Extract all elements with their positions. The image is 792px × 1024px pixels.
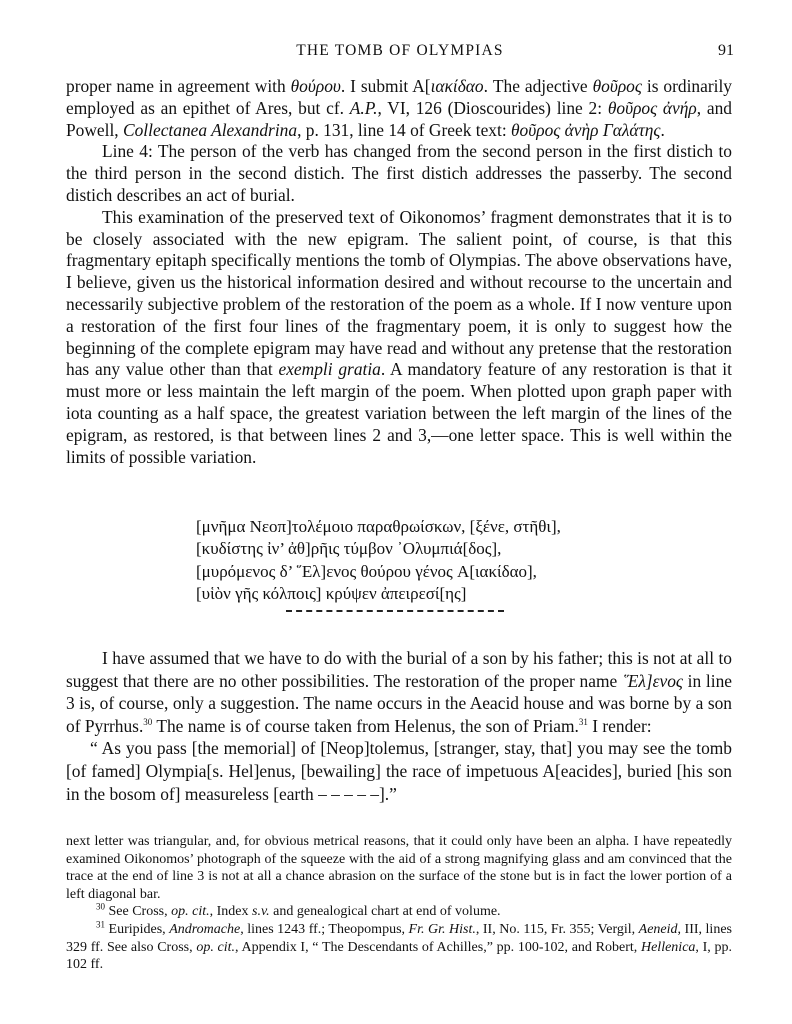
restored-epigram [196, 516, 561, 612]
poem-line: [κυδίστης ἰν’ ἀθ]ρῆις τύμβον ᾿Ολυμπιά[δος], [196, 539, 502, 559]
paragraph-line-4: Line 4: The person of the verb has changed from the second person in the first distich to the third person in the second distich. The first distich addresses the passerby. The second distich describes an act of burial. [66, 141, 732, 205]
page-number: 91 [718, 42, 734, 59]
main-text [66, 76, 732, 468]
poem-line: [υἱὸν γῆς κόλποις] κρύψεν ἀπειρεσί[ης] [196, 584, 467, 604]
paragraph-assumption: I have assumed that we have to do with the burial of a son by his father; this is not at all to suggest that there are no other possibilities. The restoration of the proper name ῞Ελ]ενος in line 3 is, of course, only a suggestion. The name occurs in the Aeacid house and was borne by a son of Pyrrhus.$^{30}$ The name is of course taken from Helenus, the son of Priam.$^{31}$ I render: [66, 648, 732, 736]
poem-line: [μνῆμα Νεοπ]τολέμοιο παραθρωίσκων, [ξένε, στῆθι], [196, 517, 561, 536]
footnote-ref-30: 30 [143, 716, 153, 727]
footnote-30: $^{30}$ See Cross, op. cit., Index s.v. and genealogical chart at end of volume. [96, 901, 501, 920]
footnote-31: $^{31}$ Euripides, Andromache, lines 1243 ff.; Theopompus, Fr. Gr. Hist., II, No. 115, Fr. 355; Vergil, Aeneid, III, lines 329 ff. See also Cross, op. cit., Appendix I, “ The Descendants of Achilles,” pp. 100-102, and Robert, Hellenica, I, pp. 102 ff. [66, 919, 733, 973]
running-head [66, 42, 734, 64]
running-title: THE TOMB OF OLYMPIAS [296, 42, 504, 59]
lacuna-dashed-rule [286, 610, 504, 612]
paragraph-examination: This examination of the preserved text of Oikonomos’ fragment demonstrates that it is to be closely associated with the new epigram. The salient point, of course, is that this fragmentary epitaph specifically mentions the tomb of Olympias. The above observations have, I believe, given us the historical information desired and without recourse to the uncertain and necessarily subjective problem of the restoration of the poem as a whole. If I now venture upon a restoration of the first four lines of the fragmentary poem, it is only to suggest how the beginning of the complete epigram may have read and without any pretense that the restoration has any value other than that exempli gratia. A mandatory feature of any restoration is that it must more or less maintain the left margin of the poem. When plotted upon graph paper with iota counting as a half space, the greatest variation between the left margin of the lines of the epigram, as restored, is that between lines 2 and 3,—one letter space. This is well within the limits of possible variation. [66, 206, 732, 467]
footnote-continuation: next letter was triangular, and, for obvious metrical reasons, that it could only have been an alpha. I have repeatedly examined Oikonomos’ photograph of the squeeze with the aid of a strong magnifying glass and am convinced that the trace at the end of line 3 is not at all a chance abrasion on the surface of the stone but is in fact the lower portion of a left diagonal bar. [66, 834, 732, 902]
footnote-ref-31: 31 [578, 716, 588, 727]
poem-line: [μυρόμενος δ’ ῞Ελ]ενος θούρου γένος A[ιακίδαο], [196, 561, 537, 581]
paragraph-continuation: proper name in agreement with θούρου. I submit A[ιακίδαο. The adjective θοῦρος is ordinarily employed as an epithet of Ares, but cf. A.P., VI, 126 (Dioscourides) line 2: θοῦρος ἀνήρ, and Powell, Collectanea Alexandrina, p. 131, line 14 of Greek text: θοῦρος ἀνὴρ Γαλάτης. [66, 76, 732, 140]
main-text-continued [66, 647, 732, 805]
translation-quote: “ As you pass [the memorial] of [Neop]tolemus, [stranger, stay, that] you may see the tomb [of famed] Olympia[s. Hel]enus, [bewailing] the race of impetuous A[eacides], buried [his son in the bosom of] measureless [earth – – – – –].” [66, 738, 732, 804]
footnotes [66, 833, 732, 974]
